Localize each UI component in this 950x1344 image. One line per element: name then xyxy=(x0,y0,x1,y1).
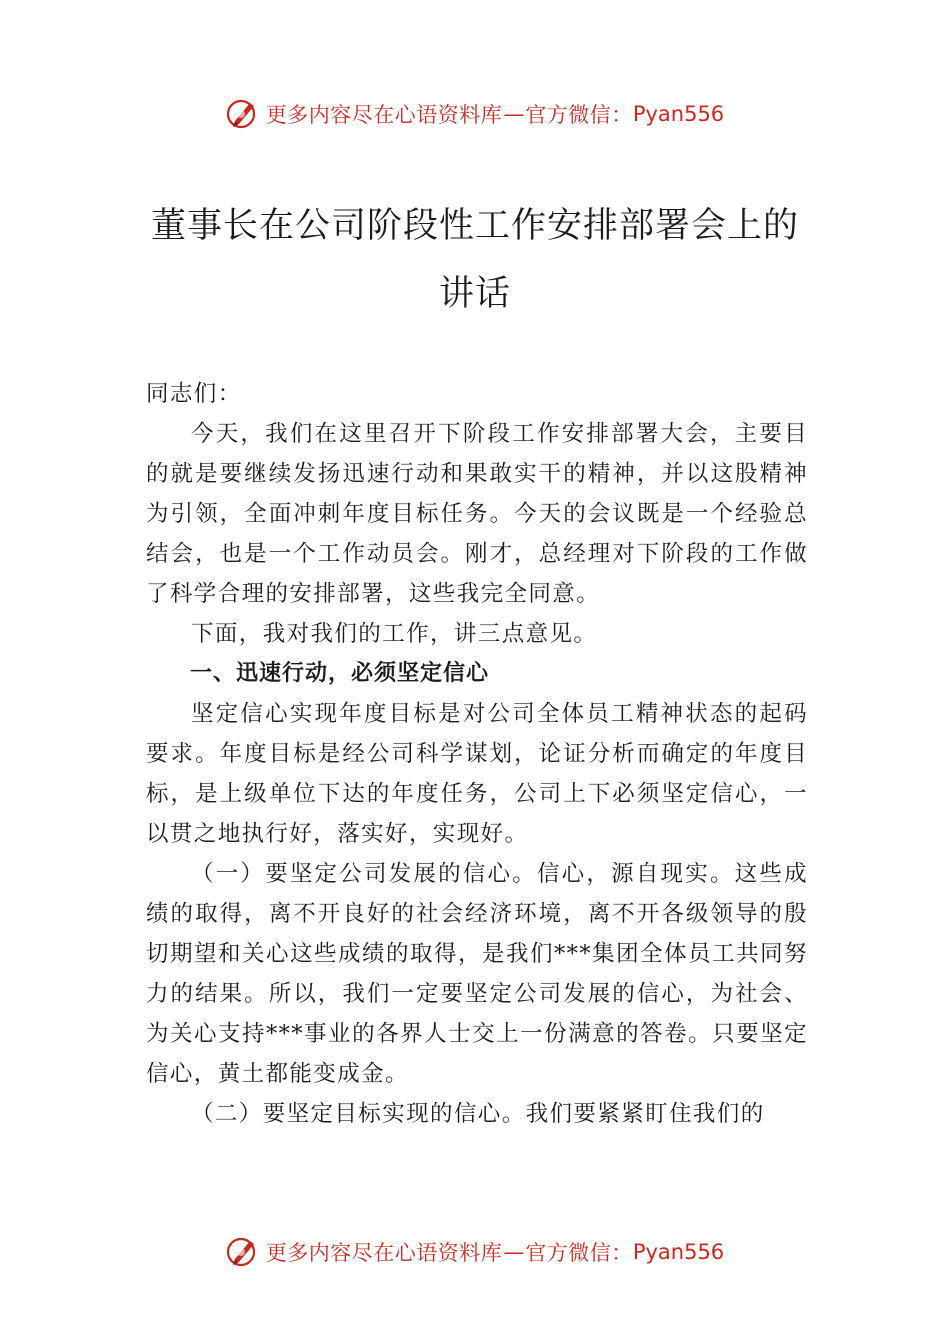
watermark-brand: 更多内容尽在心语资料库 xyxy=(265,103,503,127)
watermark-header xyxy=(0,94,950,134)
watermark-wechat-id: Pyan556 xyxy=(632,1240,725,1264)
watermark-wechat-label: 官方微信： xyxy=(525,1241,633,1265)
paragraph: 下面，我对我们的工作，讲三点意见。 xyxy=(191,621,598,647)
watermark-wechat-label: 官方微信： xyxy=(525,103,633,127)
document-title xyxy=(80,192,870,328)
watermark-brand: 更多内容尽在心语资料库 xyxy=(265,1241,503,1265)
watermark-separator: — xyxy=(503,1240,525,1264)
watermark-separator: — xyxy=(503,102,525,126)
paragraph: 今天，我们在这里召开下阶段工作安排部署大会，主要目的就是要继续发扬迅速行动和果敢实干的精神，并以这股精神为引领，全面冲刺年度目标任务。今天的会议既是一个经验总结会，也是一个工作动员会。刚才，总经理对下阶段的工作做了科学合理的安排部署，这些我完全同意。 xyxy=(146,421,808,607)
pen-logo-icon xyxy=(226,97,260,131)
document-body xyxy=(146,374,808,1134)
pen-logo-icon xyxy=(226,1235,260,1269)
watermark-footer xyxy=(0,1232,950,1272)
paragraph: 坚定信心实现年度目标是对公司全体员工精神状态的起码要求。年度目标是经公司科学谋划，论证分析而确定的年度目标，是上级单位下达的年度任务，公司上下必须坚定信心，一以贯之地执行好，落实好，实现好。 xyxy=(146,701,808,847)
title-line-2: 讲话 xyxy=(438,274,511,314)
paragraph: （一）要坚定公司发展的信心。信心，源自现实。这些成绩的取得，离不开良好的社会经济环境，离不开各级领导的殷切期望和关心这些成绩的取得，是我们***集团全体员工共同努力的结果。所以，我们一定要坚定公司发展的信心，为社会、为关心支持***事业的各界人士交上一份满意的答卷。只要坚定信心，黄土都能变成金。 xyxy=(146,861,808,1087)
salutation: 同志们： xyxy=(146,381,242,407)
paragraph: （二）要坚定目标实现的信心。我们要紧紧盯住我们的 xyxy=(191,1101,765,1127)
title-line-1: 董事长在公司阶段性工作安排部署会上的 xyxy=(150,206,799,246)
watermark-wechat-id: Pyan556 xyxy=(632,102,725,126)
section-heading: 一、迅速行动，必须坚定信心 xyxy=(190,661,490,686)
